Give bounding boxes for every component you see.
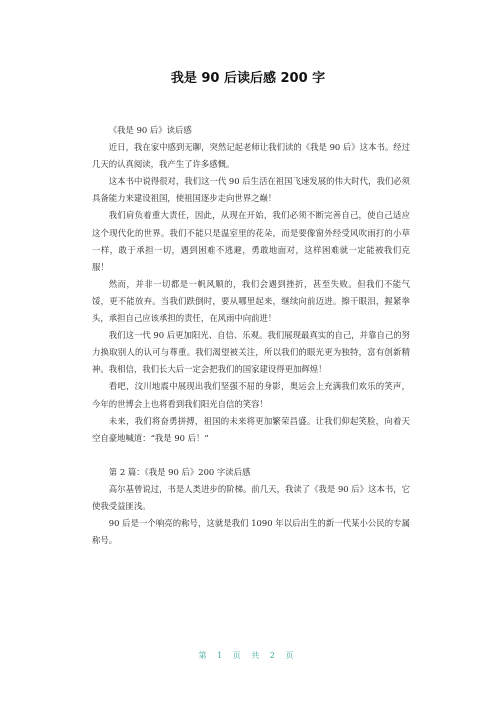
section-2-paragraph: 90 后是一个响亮的称号，这就是我们 1090 年以后出生的新一代某小公民的专属称号。 [92, 518, 410, 546]
section-divider [92, 447, 410, 464]
section-1-paragraph: 这本书中说得很对，我们这一代 90 后生活在祖国飞速发展的伟大时代，我们必须具备能力来建设祖国，使祖国逐步走向世界之巅！ [92, 176, 410, 204]
section-2-heading: 第 2 篇：《我是 90 后》200 字读后感 [108, 466, 251, 477]
page-title: 我是 90 后读后感 200 字 [170, 71, 326, 86]
section-1-heading: 《我是 90 后》读后感 [108, 125, 192, 135]
section-1-paragraph: 近日，我在家中感到无聊，突然记起老师让我们读的《我是 90 后》这本书。经过几天的认真阅读，我产生了许多感慨。 [92, 142, 410, 170]
section-1-paragraph: 我们肩负着重大责任，因此，从现在开始，我们必须不断完善自己，使自己适应这个现代化的世界。我们不能只是温室里的花朵，而是要像窗外经受风吹雨打的小草一样，敢于承担一切，遇到困难不逃避，勇敢地面对，这样困难就一定能被我们克服！ [92, 210, 410, 272]
section-1-paragraph: 看吧，汶川地震中展现出我们坚强不屈的身影，奥运会上充满我们欢乐的笑声，今年的世博会上也将看到我们阳光自信的笑容！ [92, 381, 410, 409]
section-1-paragraph: 我们这一代 90 后更加阳光、自信、乐观。我们展现最真实的自己，并靠自己的努力换取别人的认可与尊重。我们渴望被关注，所以我们的眼光更为独特，富有创新精神。我相信，我们长大后一定会把我们的国家建设得更加辉煌！ [92, 330, 410, 375]
section-1-paragraph: 然而，并非一切都是一帆风顺的，我们会遇到挫折，甚至失败。但我们不能气馁，更不能放弃。当我们跌倒时，要从哪里起来，继续向前迈进。擦干眼泪，握紧拳头，承担自己应该承担的责任，在风雨中向前进！ [92, 278, 410, 324]
document-body [92, 122, 410, 549]
page-indicator: 第 1 页 共 2 页 [198, 651, 298, 660]
section-1-paragraph: 未来，我们将奋勇拼搏，祖国的未来将更加繁荣昌盛。让我们仰起笑脸，向着天空自豪地喊道：“我是 90 后！” [92, 415, 410, 443]
section-2-paragraph: 高尔基曾说过，书是人类进步的阶梯。前几天，我读了《我是 90 后》这本书，它使我受益匪浅。 [92, 483, 410, 511]
